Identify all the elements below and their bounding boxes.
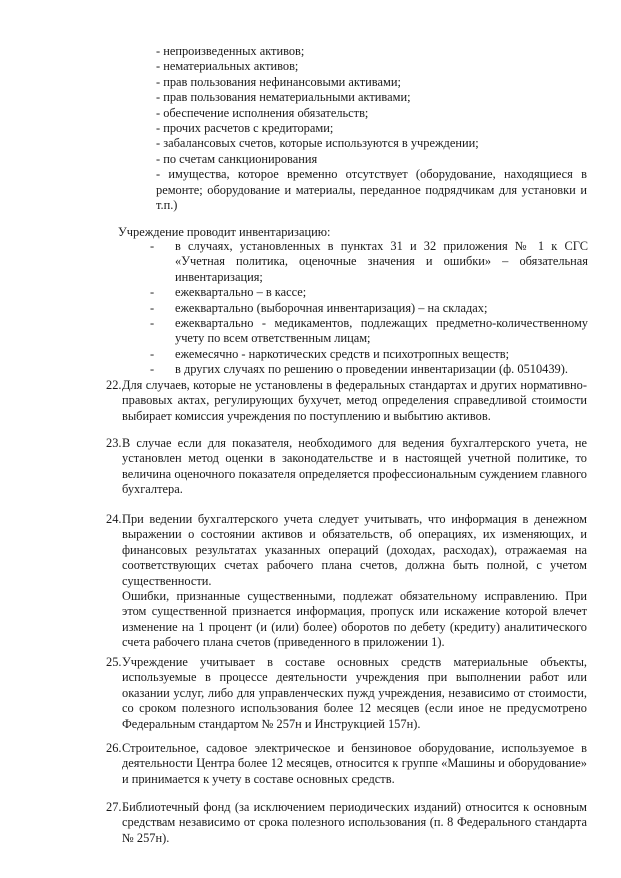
clause-number: 25. xyxy=(106,655,122,669)
list-item-text: ежемесячно - наркотических средств и психотропных веществ; xyxy=(175,346,510,361)
list-item xyxy=(150,239,588,285)
list-line: - прав пользования нефинансовыми активами; xyxy=(156,74,401,89)
list-item-text: ежеквартально (выборочная инвентаризация) – на складах; xyxy=(175,300,488,315)
clause-23 xyxy=(106,436,587,498)
clause-25 xyxy=(106,655,587,732)
clause-body xyxy=(122,800,587,846)
clause-number: 24. xyxy=(106,512,122,526)
bullet-marker: - xyxy=(150,316,155,331)
list-item xyxy=(150,301,588,316)
clause-24 xyxy=(106,512,587,651)
clause-body xyxy=(122,378,587,424)
list-item xyxy=(150,285,588,300)
list-item-text: ежеквартально - медикаментов, подлежащих предметно-количественному учету по всем ответственным лицам; xyxy=(175,316,588,346)
bullet-marker: - xyxy=(150,239,155,253)
bullet-marker: - xyxy=(150,362,155,377)
clause-number: 23. xyxy=(106,436,122,450)
asset-list xyxy=(156,44,587,213)
bullet-marker: - xyxy=(150,346,155,361)
clause-26 xyxy=(106,741,587,787)
inventory-list xyxy=(150,239,588,378)
list-line: - нематериальных активов; xyxy=(156,59,299,74)
clause-paragraph: Ошибки, признанные существенными, подлежат обязательному исправлению. При этом существенной признается информация, пропуск или искажение которой влечет изменение на 1 процент (и (или) более) оборотов по дебету (кредиту) аналитического счета рабочего плана счетов (приведенного в приложении 1). xyxy=(122,589,587,650)
clause-body xyxy=(122,655,587,732)
clause-number: 27. xyxy=(106,800,122,814)
bullet-marker: - xyxy=(150,285,155,300)
list-line: - обеспечение исполнения обязательств; xyxy=(156,105,369,120)
clause-number: 22. xyxy=(106,378,122,392)
list-item xyxy=(150,347,588,362)
clause-paragraph: При ведении бухгалтерского учета следует учитывать, что информация в денежном выражении о состоянии активов и обязательств, об операциях, их изменяющих, и финансовых результатах указанных операций (доходах, расходах), отражаемая на соответствующих счетах рабочего плана счетов, должна быть полной, с учетом существенности. xyxy=(122,512,587,588)
clause-paragraph: Библиотечный фонд (за исключением периодических изданий) относится к основным средствам независимо от срока полезного использования (п. 8 Федерального стандарта № 257н). xyxy=(122,800,587,845)
list-line: - непроизведенных активов; xyxy=(156,44,305,58)
clause-27 xyxy=(106,800,587,846)
clause-body xyxy=(122,741,587,787)
clause-body xyxy=(122,436,587,498)
clause-paragraph: Строительное, садовое электрическое и бензиновое оборудование, используемое в деятельности Центра более 12 месяцев, относится к группе «Машины и оборудование» и принимается к учету в составе основных средств. xyxy=(122,741,587,786)
list-line: - прав пользования нематериальными активами; xyxy=(156,90,411,105)
inventory-intro: Учреждение проводит инвентаризацию: xyxy=(118,225,331,239)
clause-paragraph: Учреждение учитывает в составе основных средств материальные объекты, используемые в процессе деятельности учреждения при выполнении работ или оказании услуг, либо для управленческих пужд учреждения, независимо от стоимости, со сроком полезного использования более 12 месяцев (если иное не предусмотрено Федеральным стандартом № 257н и Инструкцией 157н). xyxy=(122,655,587,731)
list-line: - имущества, которое временно отсутствует (оборудование, находящиеся в ремонте; оборудование и материалы, переданное подрядчикам для установки и т.п.) xyxy=(156,167,587,213)
list-item-text: в других случаях по решению о проведении инвентаризации (ф. 0510439). xyxy=(175,362,568,377)
list-line: - по счетам санкционирования xyxy=(156,151,318,166)
clause-body xyxy=(122,512,587,651)
list-line: - прочих расчетов с кредиторами; xyxy=(156,121,334,136)
clause-number: 26. xyxy=(106,741,122,755)
clause-paragraph: Для случаев, которые не установлены в федеральных стандартах и других нормативно-правовых актах, регулирующих бухучет, метод определения справедливой стоимости выбирает комиссия учреждения по поступлению и выбытию активов. xyxy=(122,378,587,423)
list-item-text: ежеквартально – в кассе; xyxy=(175,285,307,300)
bullet-marker: - xyxy=(150,300,155,315)
list-item xyxy=(150,316,588,347)
list-item xyxy=(150,362,588,377)
list-line: - забалансовых счетов, которые используются в учреждении; xyxy=(156,136,479,151)
clause-paragraph: В случае если для показателя, необходимого для ведения бухгалтерского учета, не установлен метод оценки в законодательстве и в настоящей учетной политике, то величина оценочного показателя определяется профессиональным суждением главного бухгалтера. xyxy=(122,436,587,497)
clause-22 xyxy=(106,378,587,424)
list-item-text: в случаях, установленных в пунктах 31 и 32 приложения № 1 к СГС «Учетная политика, оценочные значения и ошибки» – обязательная инвентаризация; xyxy=(175,239,588,284)
